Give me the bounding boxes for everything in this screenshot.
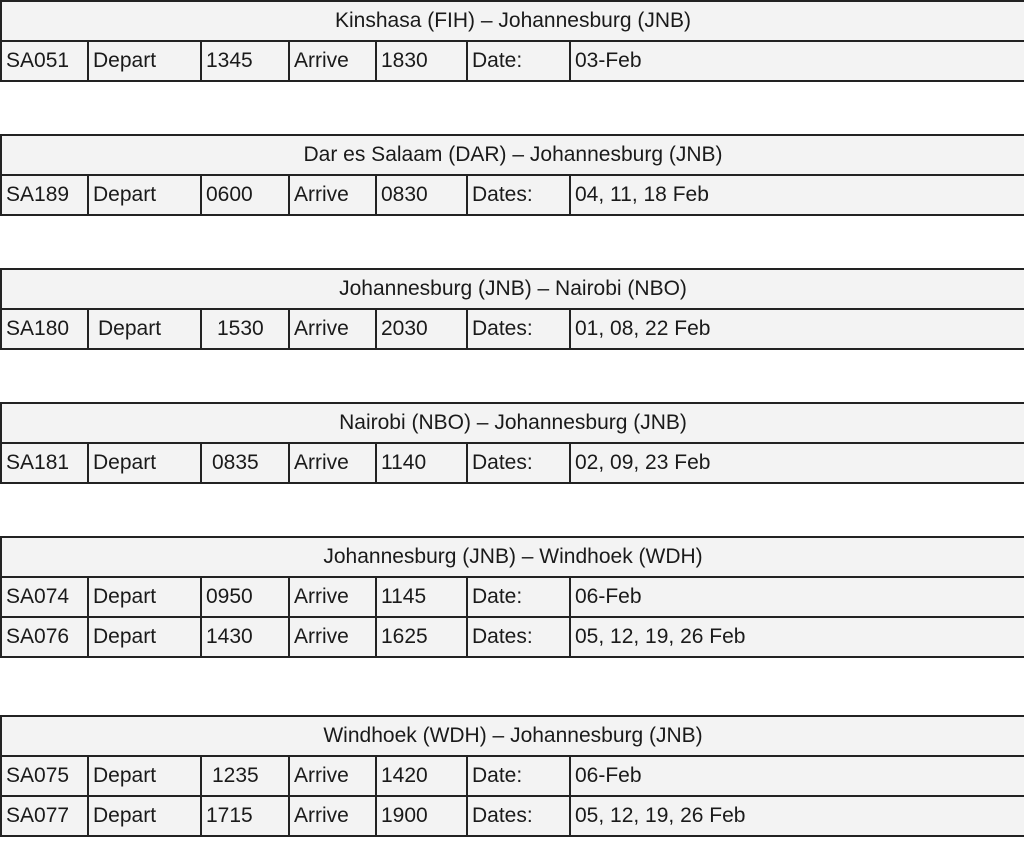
route-title-row (1, 403, 1024, 443)
route-table-jnb-wdh (0, 536, 1024, 658)
arrive-time: 1625 (376, 617, 467, 657)
arrive-label: Arrive (289, 756, 376, 796)
arrive-time: 2030 (376, 309, 467, 349)
schedule-table (0, 402, 1024, 484)
route-title-row (1, 537, 1024, 577)
flight-row (1, 309, 1024, 349)
arrive-time: 0830 (376, 175, 467, 215)
date-label: Date: (467, 756, 570, 796)
arrive-time: 1145 (376, 577, 467, 617)
arrive-label: Arrive (289, 577, 376, 617)
arrive-label: Arrive (289, 309, 376, 349)
depart-time: 1345 (201, 41, 289, 81)
flight-dates: 02, 09, 23 Feb (570, 443, 1024, 483)
arrive-label: Arrive (289, 443, 376, 483)
flight-number: SA075 (1, 756, 88, 796)
flight-number: SA180 (1, 309, 88, 349)
flight-dates: 01, 08, 22 Feb (570, 309, 1024, 349)
arrive-label: Arrive (289, 175, 376, 215)
arrive-label: Arrive (289, 617, 376, 657)
flight-dates: 03-Feb (570, 41, 1024, 81)
depart-time: 0600 (201, 175, 289, 215)
schedule-table (0, 536, 1024, 658)
flight-row (1, 443, 1024, 483)
date-label: Dates: (467, 175, 570, 215)
route-table-wdh-jnb (0, 715, 1024, 837)
depart-time: 1715 (201, 796, 289, 836)
depart-time: 0835 (201, 443, 289, 483)
depart-label: Depart (88, 577, 201, 617)
flight-dates: 05, 12, 19, 26 Feb (570, 796, 1024, 836)
route-title: Dar es Salaam (DAR) – Johannesburg (JNB) (1, 135, 1024, 175)
date-label: Dates: (467, 796, 570, 836)
route-title: Windhoek (WDH) – Johannesburg (JNB) (1, 716, 1024, 756)
route-title: Johannesburg (JNB) – Nairobi (NBO) (1, 269, 1024, 309)
flight-dates: 06-Feb (570, 577, 1024, 617)
flight-row (1, 577, 1024, 617)
flight-number: SA181 (1, 443, 88, 483)
route-title-row (1, 1, 1024, 41)
flight-number: SA074 (1, 577, 88, 617)
depart-label: Depart (88, 443, 201, 483)
date-label: Dates: (467, 617, 570, 657)
flight-dates: 06-Feb (570, 756, 1024, 796)
flight-number: SA051 (1, 41, 88, 81)
date-label: Date: (467, 577, 570, 617)
flight-row (1, 756, 1024, 796)
arrive-label: Arrive (289, 41, 376, 81)
schedule-table (0, 134, 1024, 216)
date-label: Dates: (467, 309, 570, 349)
route-table-dar-jnb (0, 134, 1024, 216)
depart-label: Depart (88, 41, 201, 81)
arrive-time: 1830 (376, 41, 467, 81)
route-title: Johannesburg (JNB) – Windhoek (WDH) (1, 537, 1024, 577)
route-title-row (1, 269, 1024, 309)
date-label: Dates: (467, 443, 570, 483)
flight-dates: 05, 12, 19, 26 Feb (570, 617, 1024, 657)
schedule-table (0, 0, 1024, 82)
depart-label: Depart (88, 309, 201, 349)
flight-row (1, 175, 1024, 215)
depart-label: Depart (88, 617, 201, 657)
date-label: Date: (467, 41, 570, 81)
depart-label: Depart (88, 796, 201, 836)
route-table-jnb-nbo (0, 268, 1024, 350)
flight-row (1, 617, 1024, 657)
flight-number: SA076 (1, 617, 88, 657)
depart-time: 1235 (201, 756, 289, 796)
route-title-row (1, 135, 1024, 175)
flight-row (1, 796, 1024, 836)
route-title-row (1, 716, 1024, 756)
depart-time: 1430 (201, 617, 289, 657)
route-table-fih-jnb (0, 0, 1024, 82)
arrive-time: 1140 (376, 443, 467, 483)
arrive-time: 1420 (376, 756, 467, 796)
depart-label: Depart (88, 756, 201, 796)
route-title: Nairobi (NBO) – Johannesburg (JNB) (1, 403, 1024, 443)
depart-time: 1530 (201, 309, 289, 349)
schedule-table (0, 715, 1024, 837)
route-title: Kinshasa (FIH) – Johannesburg (JNB) (1, 1, 1024, 41)
flight-number: SA189 (1, 175, 88, 215)
schedule-table (0, 268, 1024, 350)
depart-label: Depart (88, 175, 201, 215)
flight-row (1, 41, 1024, 81)
arrive-label: Arrive (289, 796, 376, 836)
flight-dates: 04, 11, 18 Feb (570, 175, 1024, 215)
route-table-nbo-jnb (0, 402, 1024, 484)
arrive-time: 1900 (376, 796, 467, 836)
depart-time: 0950 (201, 577, 289, 617)
flight-number: SA077 (1, 796, 88, 836)
